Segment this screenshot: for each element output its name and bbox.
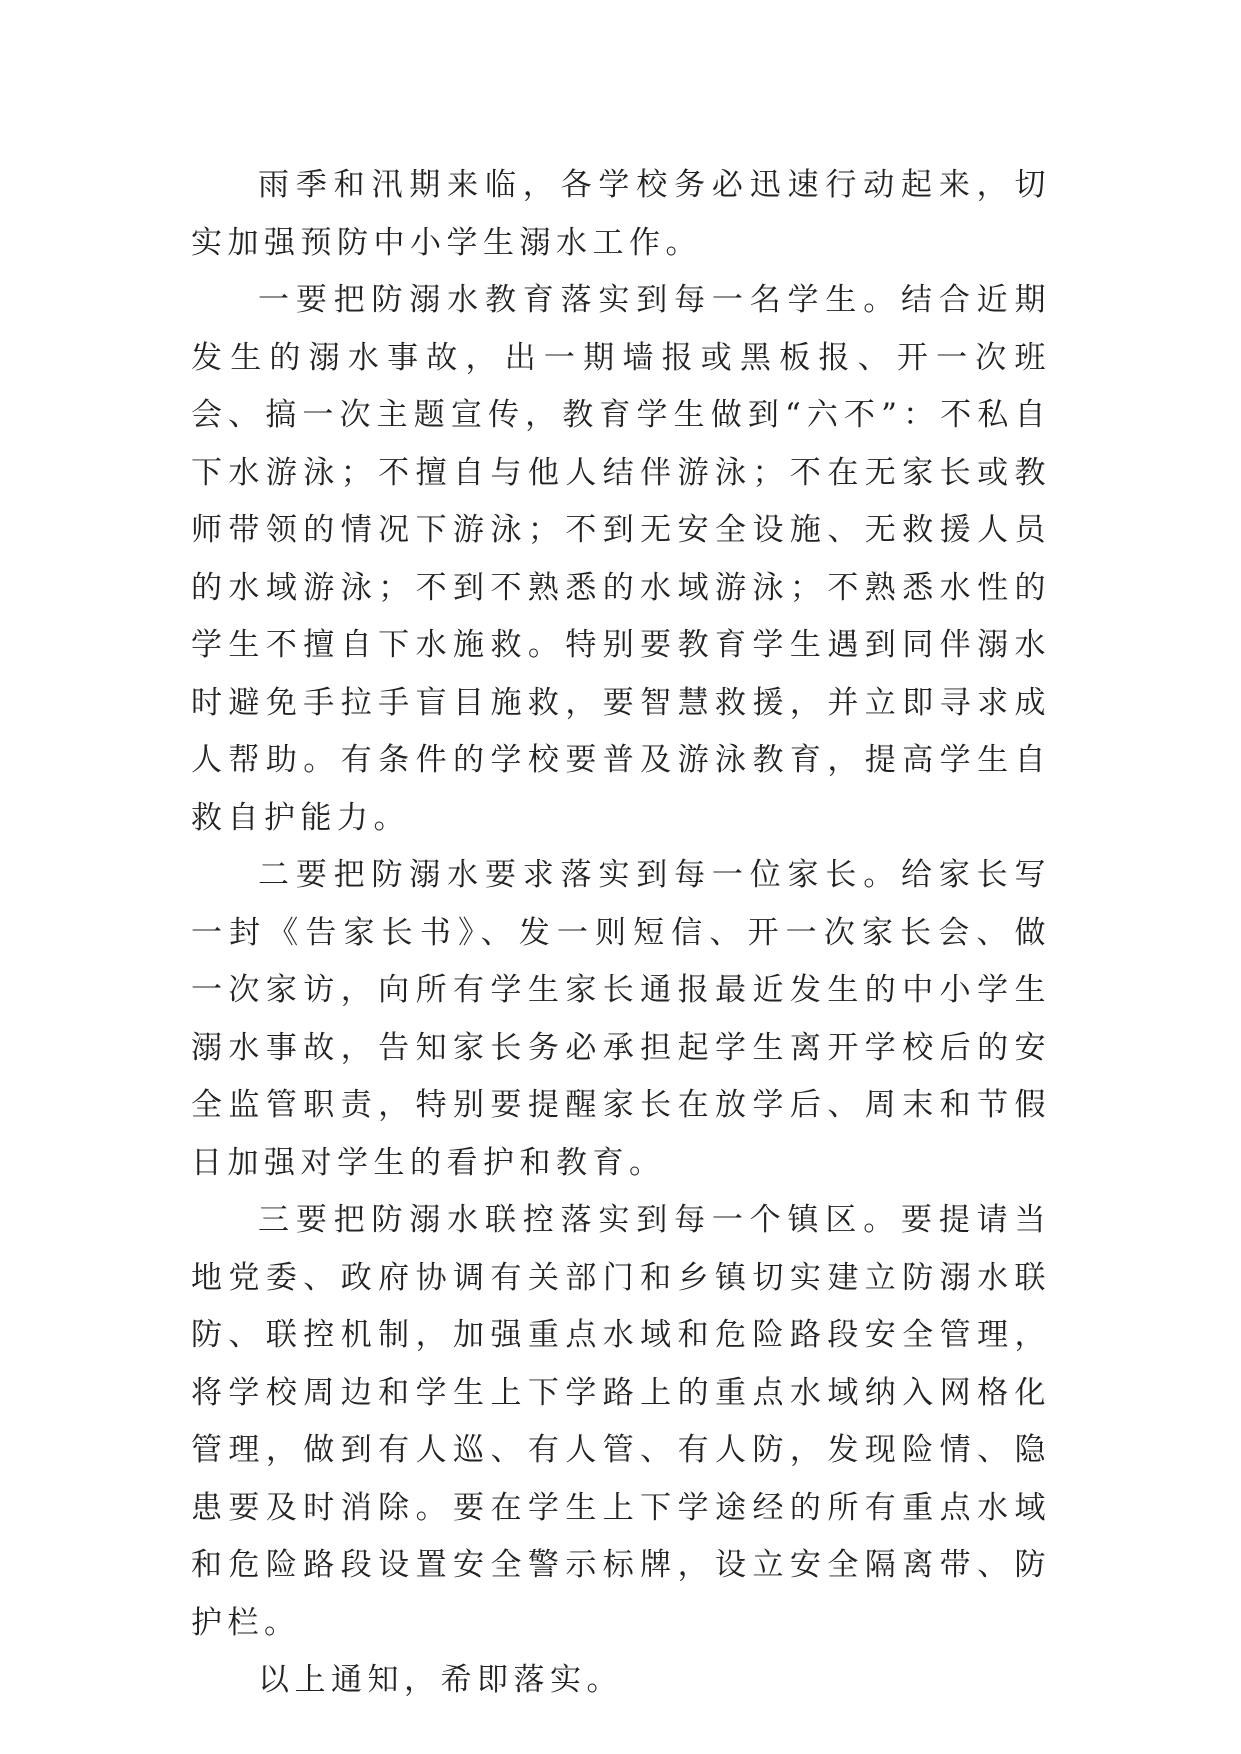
paragraph-closing: 以上通知，希即落实。 <box>258 1662 623 1698</box>
paragraph-students: 一要把防溺水教育落实到每一名学生。结合近期发生的溺水事故，出一期墙报或黑板报、开一次班会、搞一次主题宣传，教育学生做到“六不”：不私自下水游泳；不擅自与他人结伴游泳；不在无家长或教师带领的情况下游泳；不到无安全设施、无救援人员的水域游泳；不到不熟悉的水域游泳；不熟悉水性的学生不擅自下水施救。特别要教育学生遇到同伴溺水时避免手拉手盲目施救，要智慧救援，并立即寻求成人帮助。有条件的学校要普及游泳教育，提高学生自救自护能力。 <box>191 282 1051 836</box>
paragraph-parents: 二要把防溺水要求落实到每一位家长。给家长写一封《告家长书》、发一则短信、开一次家长会、做一次家访，向所有学生家长通报最近发生的中小学生溺水事故，告知家长务必承担起学生离开学校后的安全监管职责，特别要提醒家长在放学后、周末和节假日加强对学生的看护和教育。 <box>191 857 1051 1181</box>
paragraph-intro: 雨季和汛期来临，各学校务必迅速行动起来，切实加强预防中小学生溺水工作。 <box>191 167 1051 261</box>
document-body <box>191 157 1051 1710</box>
paragraph-towns: 三要把防溺水联控落实到每一个镇区。要提请当地党委、政府协调有关部门和乡镇切实建立防溺水联防、联控机制，加强重点水域和危险路段安全管理，将学校周边和学生上下学路上的重点水域纳入网格化管理，做到有人巡、有人管、有人防，发现险情、隐患要及时消除。要在学生上下学途经的所有重点水域和危险路段设置安全警示标牌，设立安全隔离带、防护栏。 <box>191 1202 1051 1641</box>
